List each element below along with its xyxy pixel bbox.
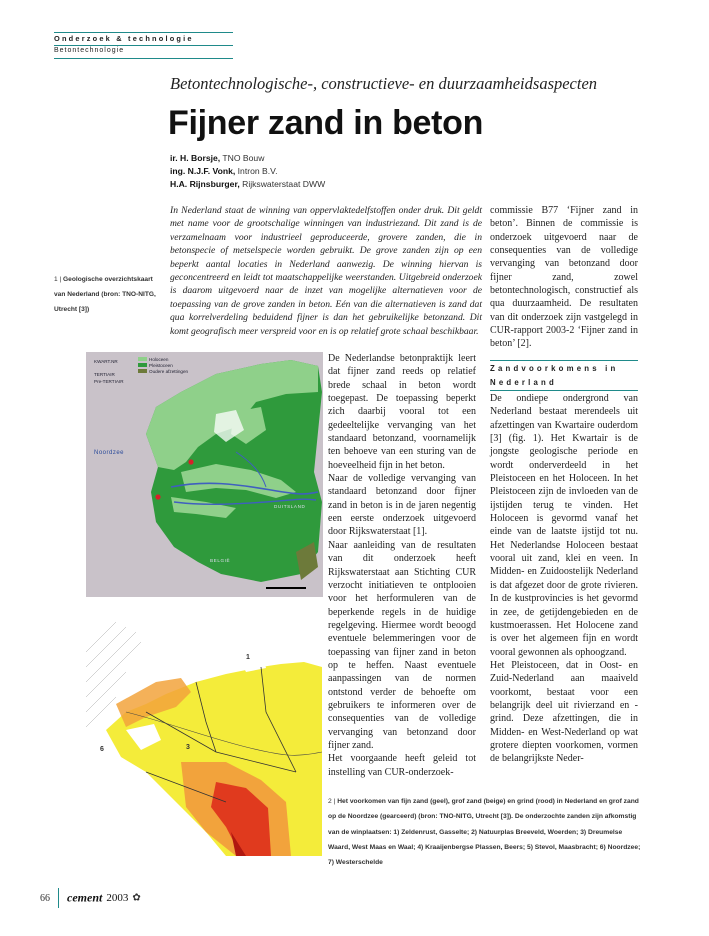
- journal-year: 2003: [106, 892, 129, 904]
- figure2-caption-number: 2 |: [328, 798, 338, 805]
- figure1-caption-text: Geologische overzichtskaart van Nederland (bron: TNO-NITG, Utrecht [3]): [54, 276, 156, 313]
- lead-paragraph: In Nederland staat de winning van oppervlaktedelfstoffen onder druk. Dit geldt met name voor de grootschalige winningen van industriezand. Dit zand is de verzamelnaam voor industrieel geproduceerde, grovere zanden, die in betonspecie of metselspecie worden gebruikt. De grove zanden zijn op een beperkt aantal locaties in Nederland aanwezig. De winning hiervan is geconcentreerd en leidt tot maatschappelijke weerstanden. Uitgebreid onderzoek is daarom uitgevoerd naar de inzet van mogelijke alternatieven voor de toepassing van de grove zanden in beton. Eén van die alternatieven is zand dat qua korrelverdeling beduidend fijner is dan het gebruikelijke betonzand. Dit komt geografisch meer verspreid voor en is op relatief grote schaal beschikbaar.: [170, 205, 482, 337]
- cement-logo-icon: ✿: [132, 892, 141, 904]
- legend-swatch: [138, 363, 147, 367]
- map2-label-3: 3: [186, 744, 190, 751]
- column-right-bottom: [490, 392, 638, 766]
- legend-label: Pleistoceen: [149, 363, 173, 368]
- subsection-label: Betontechnologie: [54, 47, 125, 54]
- header-rule-bottom: [54, 58, 233, 59]
- section-rule-top: [490, 360, 638, 361]
- footer-divider: [58, 888, 59, 908]
- page-footer: [40, 888, 141, 912]
- legend-swatch: [138, 369, 147, 373]
- legend-label: Holoceen: [149, 357, 169, 362]
- author-name: ing. N.J.F. Vonk,: [170, 166, 236, 176]
- article-title: Fijner zand in beton: [168, 104, 484, 142]
- legend-label: TERTIAIR: [94, 372, 115, 377]
- author-affiliation: Rijkswaterstaat DWW: [239, 179, 326, 189]
- map2-label-1: 1: [246, 654, 250, 661]
- paragraph: Het Pleistoceen, dat in Oost- en Zuid-Nederland aan maaiveld voorkomt, bestaat voor een belangrijk deel uit rivierzand en -grind. Deze afzettingen, die in Midden- en West-Nederland op wat grotere diepten voorkomen, vormen de belangrijkste Neder-: [490, 659, 638, 765]
- map2-label-6: 6: [100, 746, 104, 753]
- paragraph: Naar de volledige vervanging van standaard betonzand door fijner zand in beton is in de jaren negentig een eerste onderzoek uitgevoerd door Rijkswaterstaat [1].: [328, 473, 476, 538]
- article-subtitle: Betontechnologische-, constructieve- en duurzaamheidsaspecten: [170, 74, 598, 93]
- map-legend-left: [94, 358, 140, 385]
- author-line: [170, 152, 325, 165]
- journal-name: cement: [67, 890, 103, 905]
- geological-map-svg: [86, 352, 323, 597]
- figure1-caption: [54, 272, 158, 317]
- figure2-caption-text: Het voorkomen van fijn zand (geel), grof zand (beige) en grind (rood) in Nederland en grof zand op de Noordzee (gearceerd) (bron: TNO-NITG, Utrecht [3]). De onderzochte zanden zijn afkomstig van de winplaatsen: 1) Zeldenrust, Gasselte; 2) Natuurplas Breeveld, Woerden; 3) Dreumelse Waard, West Maas en Waal; 4) Kraaijenbergse Plassen, Beers; 5) Stevol, Maasbracht; 6) Noordzee; 7) Westerschelde: [328, 798, 641, 867]
- paragraph: De ondiepe ondergrond van Nederland bestaat merendeels uit afzettingen van Kwartaire ouderdom [3] (fig. 1). Het Kwartair is de jongste geologische periode en wordt onderverdeeld in het Pleistoceen en het Holoceen. In het Pleistoceen zijn de invloeden van de ijstijden terug te vinden. Het Holoceen is gevormd vanaf het einde van de laatste ijstijd tot nu. Het Nederlandse Holoceen bestaat vooral uit zand, klei en veen. In Midden- en Zuidoostelijk Nederland is dat afgezet door de grote rivieren. In de kustprovincies is het gevormd in zee, de getijdengebieden en de kustmoerassen. Het Holocene zand is over het algemeen fijn en wordt vooral gewonnen als ophoogzand.: [490, 393, 638, 658]
- column-right-top: commissie B77 ‘Fijner zand in beton’. Binnen de commissie is onderzoek uitgevoerd naar de consequenties van de volledige vervanging van betonzand door fijner zand, zowel betontechnologisch, constructief als qua duurzaamheid. De resultaten van dit onderzoek zijn vastgelegd in CUR-rapport 2003-2 ‘Fijner zand in beton’ [2].: [490, 205, 638, 350]
- sand-map-svg: [86, 612, 323, 856]
- map-legend: [138, 357, 188, 375]
- paragraph: Het voorgaande heeft geleid tot instelling van CUR-onderzoek-: [328, 753, 476, 778]
- section-label: Onderzoek & technologie: [54, 34, 194, 43]
- paragraph: De Nederlandse betonpraktijk leert dat fijner zand reeds op relatief brede schaal in beton wordt toegepast. De toepassing beperkt zich daarbij vooral tot een gedeeltelijke vervanging van het standaard betonzand, voornamelijk ten behoeve van een sturing van de hoeveelheid fijn in het beton.: [328, 353, 476, 471]
- figure2-caption: [328, 794, 644, 870]
- author-list: [170, 152, 325, 191]
- page-number: 66: [40, 892, 50, 904]
- author-line: [170, 178, 325, 191]
- map-label-duitsland: DUITSLAND: [274, 504, 306, 509]
- map-label-belgie: BELGIË: [210, 558, 231, 563]
- author-affiliation: Intron B.V.: [235, 166, 278, 176]
- figure1-geological-map: [86, 352, 323, 597]
- figure1-caption-number: 1 |: [54, 276, 64, 283]
- legend-item: [138, 369, 188, 375]
- author-name: H.A. Rijnsburger,: [170, 179, 240, 189]
- figure2-sand-map: [86, 612, 323, 856]
- column-middle: [328, 352, 476, 779]
- legend-swatch: [138, 357, 147, 361]
- legend-label: Oudere afzettingen: [149, 369, 189, 374]
- legend-label: KWART.NR: [94, 359, 118, 364]
- section-heading: Zandvoorkomens in Nederland: [490, 364, 619, 387]
- legend-label: Pre-TERTIAIR: [94, 379, 124, 384]
- author-affiliation: TNO Bouw: [220, 153, 265, 163]
- map-label-noordzee: Noordzee: [94, 450, 125, 456]
- paragraph: Naar aanleiding van de resultaten van dit onderzoek heeft Rijkswaterstaat aan Stichting CUR verzocht initiatieven te ontplooien voor het herformuleren van de beperkende regels in de huidige regelgeving. Hiermee wordt beoogd eventuele belemmeringen voor de toepassing van fijner zand in beton op te heffen. Naast eventuele aanpassingen van de normen ontstond verder de behoefte om gebruikers te informeren over de consequenties van de volledige vervanging van betonzand door fijner zand.: [328, 539, 476, 751]
- author-name: ir. H. Borsje,: [170, 153, 221, 163]
- header-rule-mid: [54, 45, 233, 46]
- author-line: [170, 165, 325, 178]
- header-rule-top: [54, 32, 233, 33]
- section-rule-bottom: [490, 390, 638, 391]
